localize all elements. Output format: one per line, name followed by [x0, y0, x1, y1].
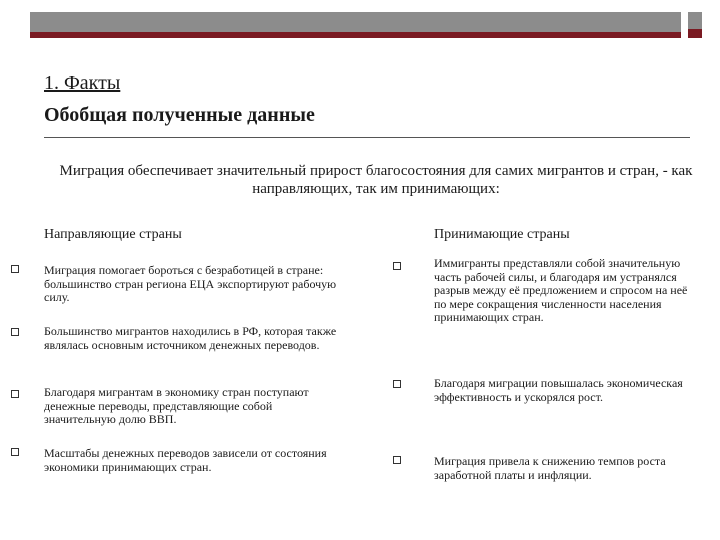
receiving-item-text: Иммигранты представляли собой значительную часть рабочей силы, и благодаря им устранялся разрыв между её предложением и спросом на неё по мере сокращения численности населения принимающих стран.: [434, 256, 688, 324]
title-divider: [44, 137, 690, 138]
receiving-item-text: Благодаря миграции повышалась экономическая эффективность и ускорялся рост.: [434, 376, 683, 404]
square-bullet-icon: [11, 448, 19, 456]
receiving-countries-header: Принимающие страны: [434, 227, 570, 242]
square-bullet-icon: [11, 265, 19, 273]
slide-subtitle: Обобщая полученные данные: [44, 104, 315, 126]
sending-item-text: Благодаря мигрантам в экономику стран поступают денежные переводы, представляющие собой значительную долю ВВП.: [44, 385, 309, 426]
square-bullet-icon: [11, 328, 19, 336]
sending-item-text: Миграция помогает бороться с безработицей в стране: большинство стран региона ЕЦА экспортируют рабочую силу.: [44, 263, 337, 304]
header-bar-red: [30, 32, 681, 38]
sending-countries-header: Направляющие страны: [44, 227, 182, 242]
sending-item-text: Масштабы денежных переводов зависели от состояния экономики принимающих стран.: [44, 446, 327, 474]
header-square-red: [688, 29, 702, 38]
sending-item-text: Большинство мигрантов находились в РФ, которая также являлась основным источником денежных переводов.: [44, 324, 337, 352]
slide-title: 1. Факты: [44, 72, 121, 94]
square-bullet-icon: [393, 380, 401, 388]
receiving-item-text: Миграция привела к снижению темпов роста заработной платы и инфляции.: [434, 454, 666, 482]
header-square-gray: [688, 12, 702, 29]
header-decoration-bar: [0, 0, 720, 42]
square-bullet-icon: [11, 390, 19, 398]
intro-paragraph: Миграция обеспечивает значительный прирост благосостояния для самих мигрантов и стран, - как направляющих, так им принимающих:: [59, 163, 693, 197]
header-bar-gray: [30, 12, 681, 32]
square-bullet-icon: [393, 262, 401, 270]
square-bullet-icon: [393, 456, 401, 464]
